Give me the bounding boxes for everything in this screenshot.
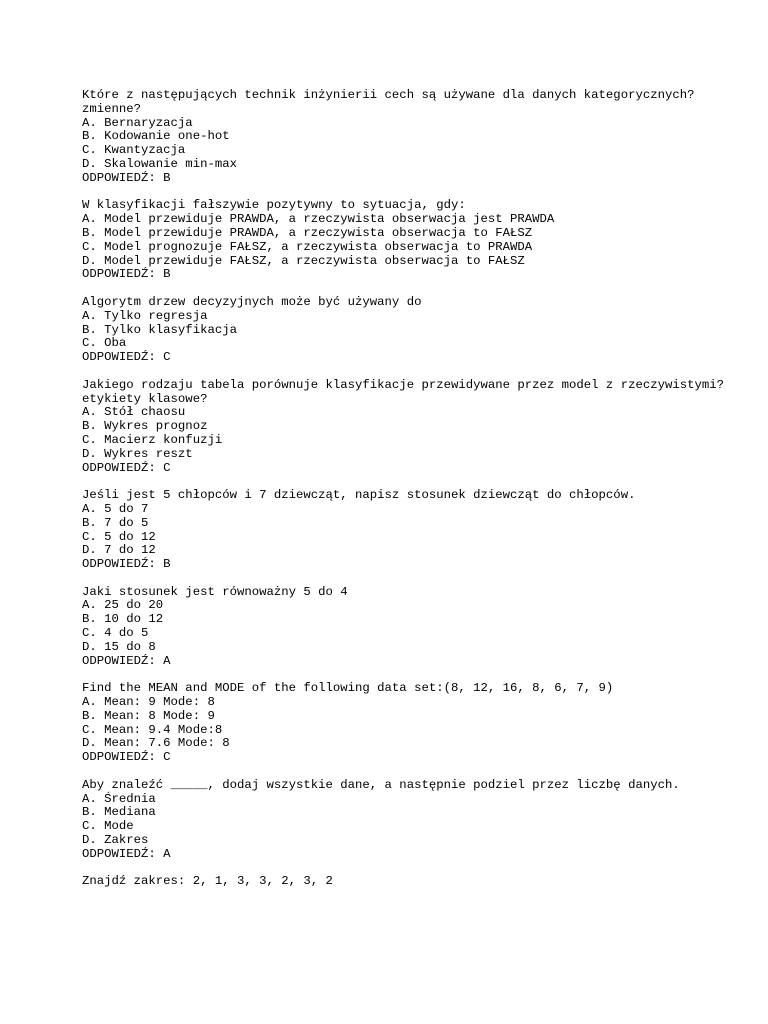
question-block [82,199,762,282]
answer-option: D. Model przewiduje FAŁSZ, a rzeczywista obserwacja to FAŁSZ [82,253,525,268]
question-block [82,779,762,862]
answer-option: C. Kwantyzacja [82,143,186,158]
document-page [82,89,762,903]
answer-option: A. 25 do 20 [82,598,164,613]
question-text: Find the MEAN and MODE of the following data set:(8, 12, 16, 8, 6, 7, 9) [82,681,614,696]
question-text: Jaki stosunek jest równoważny 5 do 4 [82,584,348,599]
answer-option: B. 10 do 12 [82,612,164,627]
answer-option: A. Mean: 9 Mode: 8 [82,695,215,710]
question-text: zmienne? [82,101,142,116]
question-text: Algorytm drzew decyzyjnych może być używany do [82,294,422,309]
answer-option: D. Wykres reszt [82,446,193,461]
correct-answer: ODPOWIEDŹ: C [82,460,171,475]
answer-option: C. 4 do 5 [82,626,149,641]
answer-option: A. Bernaryzacja [82,115,193,130]
answer-option: A. Średnia [82,791,156,806]
answer-option: D. Skalowanie min-max [82,156,237,171]
answer-option: A. Tylko regresja [82,308,208,323]
answer-option: B. Wykres prognoz [82,419,208,434]
question-text: Które z następujących technik inżynierii cech są używane dla danych kategorycznych? [82,88,695,102]
answer-option: D. 15 do 8 [82,639,156,654]
question-block [82,875,762,889]
question-text: Znajdź zakres: 2, 1, 3, 3, 2, 3, 2 [82,874,333,889]
answer-option: A. Model przewiduje PRAWDA, a rzeczywista obserwacja jest PRAWDA [82,212,555,227]
answer-option: C. Macierz konfuzji [82,432,223,447]
answer-option: B. 7 do 5 [82,515,149,530]
answer-option: B. Kodowanie one-hot [82,129,230,144]
question-block [82,682,762,765]
answer-option: D. Mean: 7.6 Mode: 8 [82,736,230,751]
correct-answer: ODPOWIEDŹ: B [82,170,171,185]
correct-answer: ODPOWIEDŹ: A [82,653,171,668]
correct-answer: ODPOWIEDŹ: C [82,350,171,365]
answer-option: B. Mediana [82,805,156,820]
question-text: etykiety klasowe? [82,391,208,406]
answer-option: A. Stół chaosu [82,405,186,420]
answer-option: C. Model prognozuje FAŁSZ, a rzeczywista obserwacja to PRAWDA [82,239,533,254]
question-block [82,489,762,572]
answer-option: C. Oba [82,336,127,351]
question-text: W klasyfikacji fałszywie pozytywny to sytuacja, gdy: [82,198,466,213]
correct-answer: ODPOWIEDŹ: B [82,557,171,572]
answer-option: B. Tylko klasyfikacja [82,322,237,337]
question-text: Aby znaleźć _____, dodaj wszystkie dane, a następnie podziel przez liczbę danych. [82,777,680,792]
question-block [82,379,762,476]
question-text: Jakiego rodzaju tabela porównuje klasyfikacje przewidywane przez model z rzeczywistymi? [82,377,725,392]
question-block [82,586,762,669]
answer-option: C. Mean: 9.4 Mode:8 [82,722,223,737]
correct-answer: ODPOWIEDŹ: C [82,750,171,765]
answer-option: B. Mean: 8 Mode: 9 [82,708,215,723]
correct-answer: ODPOWIEDŹ: B [82,267,171,282]
question-text: Jeśli jest 5 chłopców i 7 dziewcząt, napisz stosunek dziewcząt do chłopców. [82,488,636,503]
question-block [82,296,762,365]
question-block [82,89,762,186]
answer-option: A. 5 do 7 [82,501,149,516]
answer-option: C. Mode [82,819,134,834]
answer-option: D. Zakres [82,833,149,848]
answer-option: B. Model przewiduje PRAWDA, a rzeczywista obserwacja to FAŁSZ [82,225,533,240]
correct-answer: ODPOWIEDŹ: A [82,846,171,861]
answer-option: D. 7 do 12 [82,543,156,558]
answer-option: C. 5 do 12 [82,529,156,544]
